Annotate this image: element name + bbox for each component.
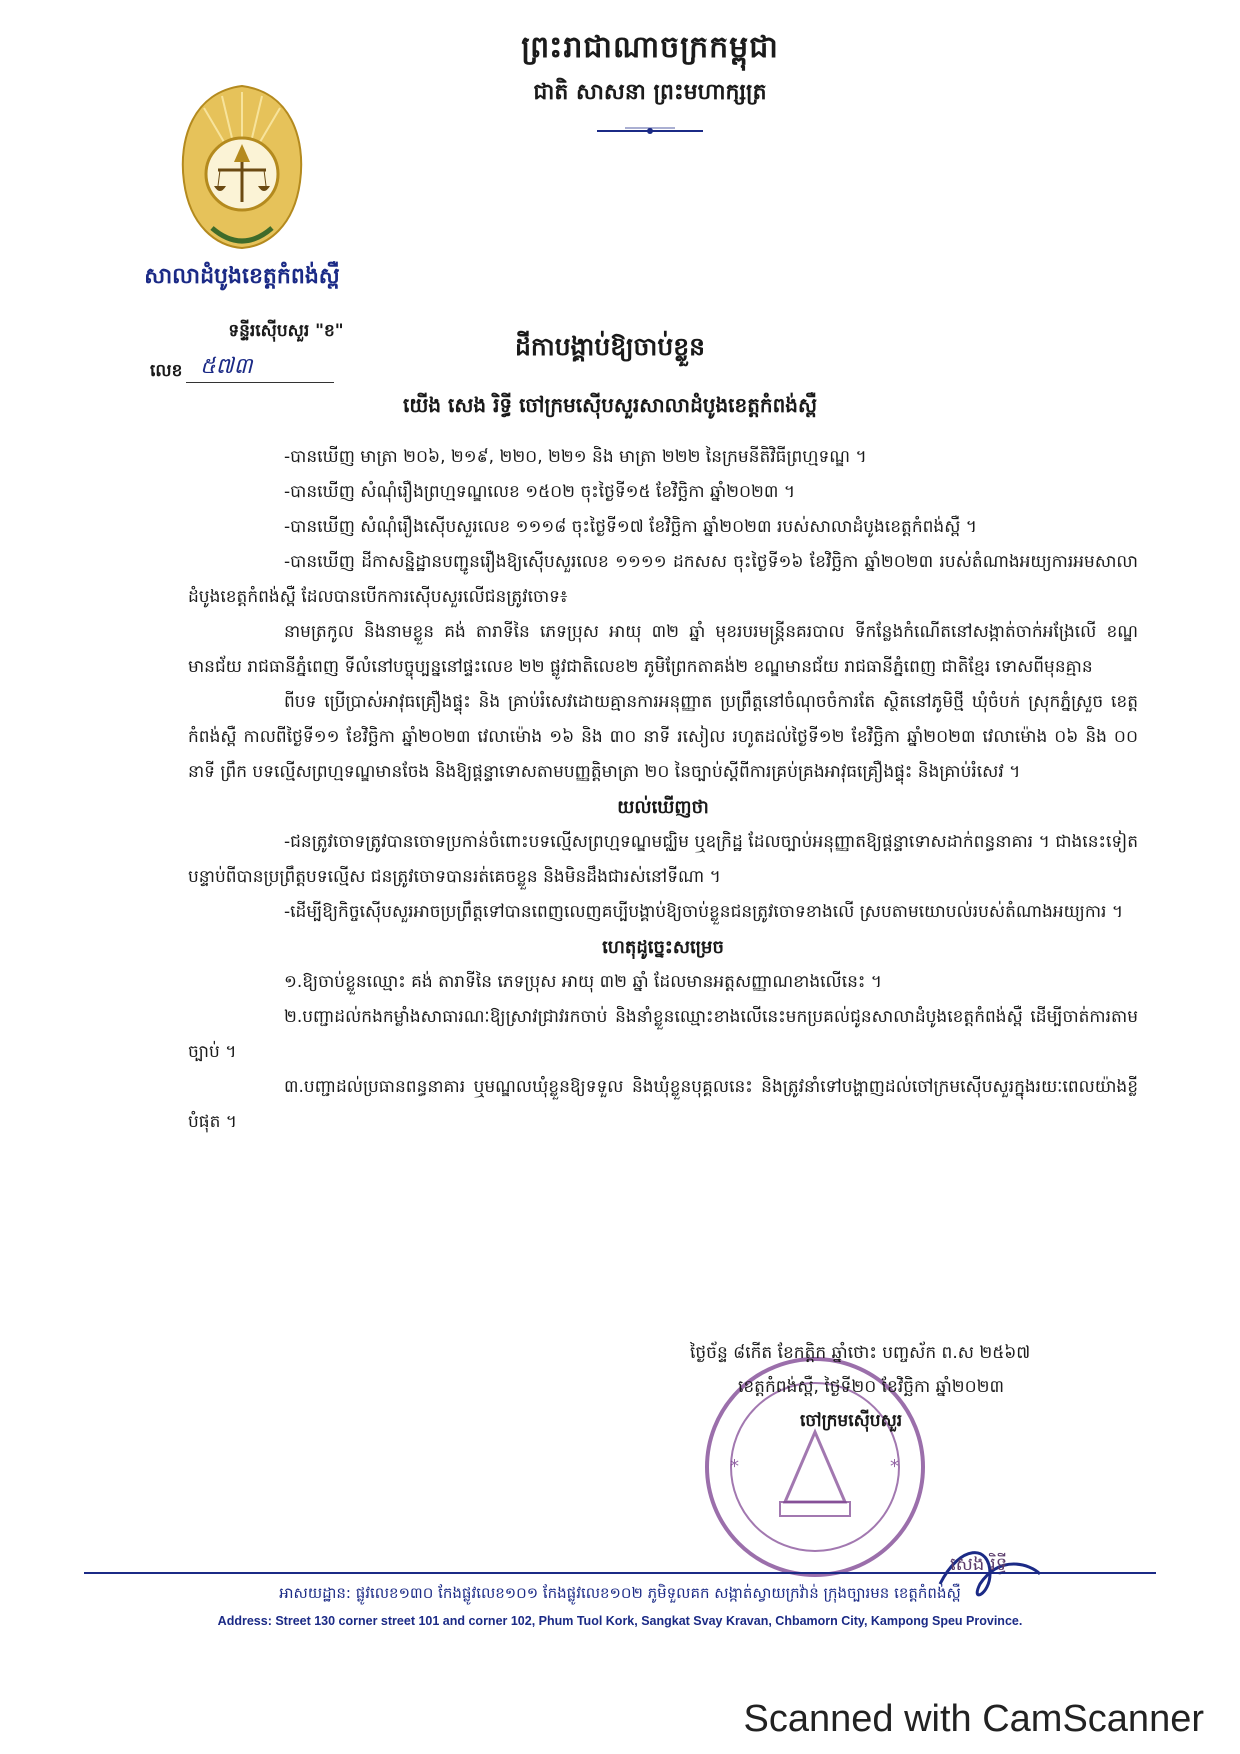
national-motto: ជាតិ សាសនា ព្រះមហាក្សត្រ xyxy=(533,80,767,105)
body-paragraph: -បានឃើញ មាត្រា ២០៦, ២១៩, ២២០, ២២១ និង មាត្រា ២២២ នៃក្រមនីតិវិធីព្រហ្មទណ្ឌ ។ xyxy=(284,447,867,467)
decision-item: ២.បញ្ជាដល់កងកម្លាំងសាធារណៈឱ្យស្រាវជ្រាវរកចាប់ និងនាំខ្លួនឈ្មោះខាងលើនេះមកប្រគល់ជូនសាលាដំបូងខេត្តកំពង់ស្ពឺ ដើម្បីចាត់ការតាមច្បាប់ ។ xyxy=(188,1007,1138,1062)
kingdom-header xyxy=(440,28,860,142)
signatory-name: សេង រិទ្ធី xyxy=(950,1554,1008,1575)
signature-block xyxy=(690,1336,1140,1438)
body-paragraph: -បានឃើញ សំណុំរឿងព្រហ្មទណ្ឌលេខ ១៥០២ ចុះថ្ងៃទី១៥ ខែវិច្ឆិកា ឆ្នាំ២០២៣ ។ xyxy=(284,482,796,502)
section-heading-decision: ហេតុដូច្នេះសម្រេច xyxy=(602,937,724,958)
footer-address-english: Address: Street 130 corner street 101 and corner 102, Phum Tuol Kork, Sangkat Svay Kravan, Chbamorn City, Kampong Speu Province. xyxy=(217,1614,1023,1628)
issuing-judge: យើង សេង រិទ្ធី ចៅក្រមស៊ើបសួរសាលាដំបូងខេត្តកំពង់ស្ពឺ xyxy=(402,393,818,417)
svg-text:*: * xyxy=(890,1456,899,1477)
body-paragraph: -ជនត្រូវចោទត្រូវបានចោទប្រកាន់ចំពោះបទល្មើសព្រហ្មទណ្ឌមជ្ឈិម ឬឧក្រិដ្ឋ ដែលច្បាប់អនុញ្ញាតឱ្យផ្តន្ទាទោសដាក់ពន្ធនាគារ ។ ជាងនេះទៀត បន្ទាប់ពីបានប្រព្រឹត្តបទល្មើស ជនត្រូវចោទបានរត់គេចខ្លួន និងមិនដឹងជារស់នៅទីណា ។ xyxy=(188,832,1138,887)
ornament-divider-icon xyxy=(595,124,705,138)
decision-item: ១.ឱ្យចាប់ខ្លួនឈ្មោះ គង់ តារាទីនៃ ភេទប្រុស អាយុ ៣២ ឆ្នាំ ដែលមានអត្តសញ្ញាណខាងលើនេះ ។ xyxy=(284,972,882,992)
svg-text:*: * xyxy=(730,1456,739,1477)
charge-paragraph: ពីបទ ប្រើប្រាស់អាវុធគ្រឿងផ្ទុះ និង គ្រាប់រំសេវដោយគ្មានការអនុញ្ញាត ប្រព្រឹត្តនៅចំណុចចំការតែ ស្ថិតនៅភូមិថ្មី ឃុំចំបក់ ស្រុកភ្នំស្រួច ខេត្តកំពង់ស្ពឺ កាលពីថ្ងៃទី១១ ខែវិច្ឆិកា ឆ្នាំ២០២៣ វេលាម៉ោង ១៦ និង ៣០ នាទី រសៀល រហូតដល់ថ្ងៃទី១២ ខែវិច្ឆិកា ឆ្នាំ២០២៣ វេលាម៉ោង ០៦ និង ០០ នាទី ព្រឹក បទល្មើសព្រហ្មទណ្ឌមានចែង និងឱ្យផ្តន្ទាទោសតាមបញ្ញត្តិមាត្រា ២០ នៃច្បាប់ស្តីពីការគ្រប់គ្រងអាវុធគ្រឿងផ្ទុះ និងគ្រាប់រំសេវ ។ xyxy=(188,692,1138,782)
place-and-date: ខេត្តកំពង់ស្ពឺ, ថ្ងៃទី២០ ខែវិច្ឆិកា ឆ្នាំ២០២៣ xyxy=(738,1377,1005,1397)
reference-value: ៥៧៣ xyxy=(200,354,253,379)
footer-divider xyxy=(84,1572,1156,1574)
signatory-role: ចៅក្រមស៊ើបសួរ xyxy=(800,1411,903,1431)
accused-identity-paragraph: នាមត្រកូល និងនាមខ្លួន គង់ តារាទីនៃ ភេទប្រុស អាយុ ៣២ ឆ្នាំ មុខរបរមន្ត្រីនគរបាល ទីកន្លែងកំណើតនៅសង្កាត់ចាក់អង្រែលើ ខណ្ឌមានជ័យ រាជធានីភ្នំពេញ ទីលំនៅបច្ចុប្បន្ននៅផ្ទះលេខ ២២ ផ្លូវជាតិលេខ២ ភូមិព្រែកតាគង់២ ខណ្ឌមានជ័យ រាជធានីភ្នំពេញ ជាតិខ្មែរ ទោសពីមុនគ្មាន xyxy=(188,622,1138,677)
reference-underline xyxy=(186,382,334,383)
section-heading-findings: យល់ឃើញថា xyxy=(617,797,709,818)
document-body xyxy=(188,440,1138,1140)
kingdom-title: ព្រះរាជាណាចក្រកម្ពុជា xyxy=(521,30,779,65)
reference-label: លេខ xyxy=(150,361,183,381)
body-paragraph: -បានឃើញ សំណុំរឿងស៊ើបសួរលេខ ១១១៨ ចុះថ្ងៃទី១៧ ខែវិច្ឆិកា ឆ្នាំ២០២៣ របស់សាលាដំបូងខេត្តកំពង់ស្ពឺ ។ xyxy=(284,517,977,537)
body-paragraph: -បានឃើញ ដីកាសន្និដ្ឋានបញ្ជូនរឿងឱ្យស៊ើបសួរលេខ ១១១១ ដកសស ចុះថ្ងៃទី១៦ ខែវិច្ឆិកា ឆ្នាំ២០២៣ របស់តំណាងអយ្យការអមសាលាដំបូងខេត្តកំពង់ស្ពឺ ដែលបានបើកការស៊ើបសួរលើជនត្រូវចោទ៖ xyxy=(188,552,1138,607)
court-emblem-icon xyxy=(172,78,312,254)
lunar-date: ថ្ងៃច័ន្ទ ៨កើត ខែកត្តិក ឆ្នាំថោះ បញ្ចស័ក ព.ស ២៥៦៧ xyxy=(690,1343,1031,1363)
scanner-watermark: Scanned with CamScanner xyxy=(743,1698,1204,1740)
court-name: សាលាដំបូងខេត្តកំពង់ស្ពឺ xyxy=(144,264,340,289)
body-paragraph: -ដើម្បីឱ្យកិច្ចស៊ើបសួរអាចប្រព្រឹត្តទៅបានពេញលេញគប្បីបង្គាប់ឱ្យចាប់ខ្លួនជនត្រូវចោទខាងលើ ស្របតាមយោបល់របស់តំណាងអយ្យការ ។ xyxy=(284,902,1124,922)
document-title: ដីកាបង្គាប់ឱ្យចាប់ខ្លួន xyxy=(515,332,705,361)
footer-address-khmer: អាសយដ្ឋាន: ផ្លូវលេខ១៣០ កែងផ្លូវលេខ១០១ កែងផ្លូវលេខ១០២ ភូមិទួលគក សង្កាត់ស្វាយក្រវ៉ាន់ ក្រុងច្បារមន ខេត្តកំពង់ស្ពឺ xyxy=(279,1584,961,1602)
decision-item: ៣.បញ្ជាដល់ប្រធានពន្ធនាគារ ឬមណ្ឌលឃុំខ្លួនឱ្យទទួល និងឃុំខ្លួនបុគ្គលនេះ និងត្រូវនាំទៅបង្ហាញដល់ចៅក្រមស៊ើបសួរក្នុងរយៈពេលយ៉ាងខ្លីបំផុត ។ xyxy=(188,1077,1138,1132)
reference-number xyxy=(150,354,340,384)
office-name: ទន្ទីរស៊ើបសួរ "ខ" xyxy=(228,321,344,341)
